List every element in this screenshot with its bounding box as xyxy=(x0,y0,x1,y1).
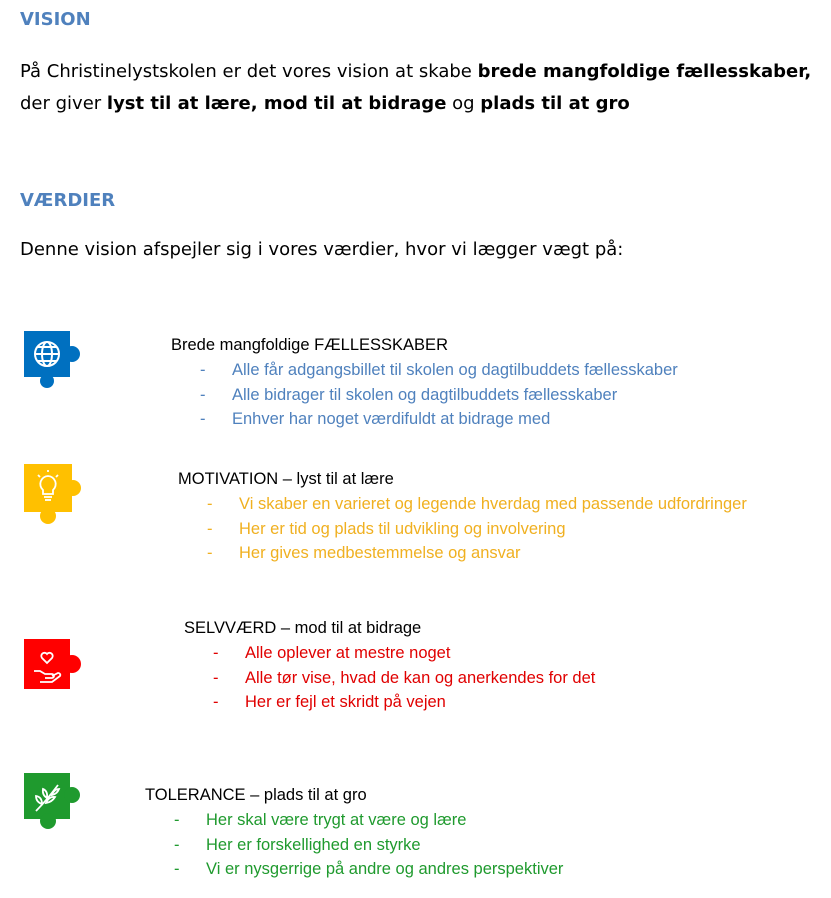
value-bullets xyxy=(213,641,596,715)
heart-hand-icon xyxy=(22,637,86,697)
vision-emphasis: lyst til at lære, mod til at bidrage xyxy=(106,93,447,114)
globe-icon xyxy=(22,329,84,393)
list-item: - Alle tør vise, hvad de kan og anerkendes for det xyxy=(213,668,596,687)
vision-heading: VISION xyxy=(20,9,91,30)
list-item: - Her gives medbestemmelse og ansvar xyxy=(207,544,521,562)
list-item: - Her er forskellighed en styrke xyxy=(174,835,421,854)
list-item: - Vi er nysgerrige på andre og andres perspektiver xyxy=(174,860,564,878)
list-item: - Alle bidrager til skolen og dagtilbuddets fællesskaber xyxy=(200,385,618,404)
values-intro: Denne vision afspejler sig i vores værdier, hvor vi lægger vægt på: xyxy=(20,239,624,260)
value-title: SELVVÆRD – mod til at bidrage xyxy=(184,619,422,637)
vision-text: På Christinelystskolen er det vores vision at skabe xyxy=(20,61,478,82)
list-item: - Vi skaber en varieret og legende hverdag med passende udfordringer xyxy=(207,495,747,513)
bullet-text: Vi skaber en varieret og legende hverdag med passende udfordringer xyxy=(239,495,747,513)
value-bullets xyxy=(200,358,678,432)
lightbulb-icon xyxy=(22,462,86,528)
bullet-text: Her gives medbestemmelse og ansvar xyxy=(239,544,521,562)
bullet-text: Alle oplever at mestre noget xyxy=(245,644,451,662)
vision-text: og xyxy=(446,93,481,114)
vision-emphasis: plads til at gro xyxy=(480,93,630,114)
list-item: - Alle oplever at mestre noget xyxy=(213,644,451,662)
vision-emphasis: brede mangfoldige fællesskaber, xyxy=(477,61,812,82)
bullet-text: Vi er nysgerrige på andre og andres perspektiver xyxy=(206,860,564,878)
bullet-text: Alle tør vise, hvad de kan og anerkendes for det xyxy=(245,668,596,687)
bullet-text: Her er forskellighed en styrke xyxy=(206,835,421,854)
value-bullets xyxy=(174,808,564,882)
value-title: MOTIVATION – lyst til at lære xyxy=(178,470,394,488)
bullet-text: Her skal være trygt at være og lære xyxy=(206,811,467,829)
bullet-text: Her er tid og plads til udvikling og involvering xyxy=(239,519,566,538)
plant-icon xyxy=(22,771,84,833)
values-heading: VÆRDIER xyxy=(20,190,116,211)
value-title: TOLERANCE – plads til at gro xyxy=(145,786,367,804)
value-title: Brede mangfoldige FÆLLESSKABER xyxy=(171,336,448,354)
bullet-text: Alle får adgangsbillet til skolen og dagtilbuddets fællesskaber xyxy=(232,361,678,379)
list-item: - Her er tid og plads til udvikling og involvering xyxy=(207,519,566,538)
bullet-text: Her er fejl et skridt på vejen xyxy=(245,693,446,711)
bullet-text: Alle bidrager til skolen og dagtilbuddets fællesskaber xyxy=(232,385,618,404)
list-item: - Alle får adgangsbillet til skolen og dagtilbuddets fællesskaber xyxy=(200,361,678,379)
list-item: - Her skal være trygt at være og lære xyxy=(174,811,467,829)
list-item: - Enhver har noget værdifuldt at bidrage med xyxy=(200,410,551,428)
value-bullets xyxy=(207,492,747,566)
bullet-text: Enhver har noget værdifuldt at bidrage med xyxy=(232,410,551,428)
list-item: - Her er fejl et skridt på vejen xyxy=(213,693,446,711)
vision-statement xyxy=(20,56,820,120)
vision-text: der giver xyxy=(20,93,107,114)
